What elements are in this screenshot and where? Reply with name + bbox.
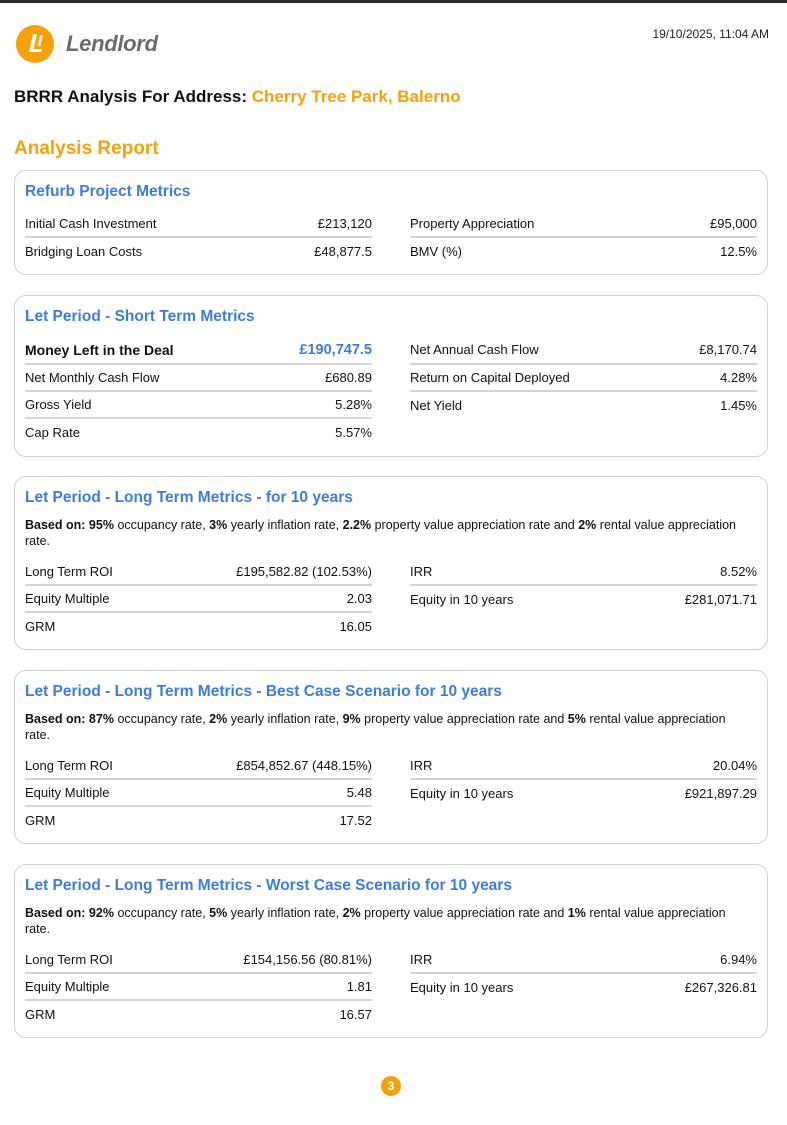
metric-value: 1.81 xyxy=(346,979,372,994)
metric-label: Net Annual Cash Flow xyxy=(410,342,539,357)
metric-label: GRM xyxy=(25,813,56,828)
metric-label: IRR xyxy=(410,758,433,773)
metric-value: 5.48 xyxy=(346,785,372,800)
metric-row xyxy=(410,780,757,807)
metric-value: £190,747.5 xyxy=(299,341,372,358)
metric-value: 2.03 xyxy=(346,591,372,606)
metric-value: 5.28% xyxy=(335,397,372,412)
page-number-badge: 3 xyxy=(381,1076,401,1096)
long-term-metrics-card xyxy=(14,476,768,650)
brand-name: Lendlord xyxy=(66,31,158,56)
metric-label: Bridging Loan Costs xyxy=(25,244,143,259)
section-title: Let Period - Short Term Metrics xyxy=(25,308,255,325)
metric-row xyxy=(25,559,372,586)
left-column xyxy=(25,336,372,446)
worst-case-metrics-card xyxy=(14,864,768,1038)
metric-label: Net Yield xyxy=(410,398,463,413)
refurb-metrics-card xyxy=(14,170,768,275)
metric-label: Long Term ROI xyxy=(25,564,113,579)
right-column xyxy=(410,211,757,265)
right-column xyxy=(410,753,757,834)
section-title: Let Period - Long Term Metrics - Worst Case Scenario for 10 years xyxy=(25,877,512,894)
metric-row xyxy=(410,559,757,586)
metric-label: BMV (%) xyxy=(410,244,462,259)
metric-label: Equity Multiple xyxy=(25,979,110,994)
metric-value: 1.45% xyxy=(720,398,757,413)
metric-value: 12.5% xyxy=(720,244,757,259)
metric-label: Net Monthly Cash Flow xyxy=(25,370,160,385)
metric-value: 4.28% xyxy=(720,370,757,385)
metric-label: Property Appreciation xyxy=(410,216,535,231)
metric-value: £213,120 xyxy=(317,216,372,231)
metric-label: Equity Multiple xyxy=(25,591,110,606)
assumptions-text: Based on: 87% occupancy rate, 2% yearly inflation rate, 9% property value appreciation rate and 5% rental value appreciation rate. xyxy=(25,712,726,742)
short-term-metrics-card xyxy=(14,295,768,457)
left-column xyxy=(25,559,372,640)
metric-value: £680.89 xyxy=(325,370,372,385)
metric-row xyxy=(25,974,372,1001)
metric-row xyxy=(410,586,757,613)
metric-label: IRR xyxy=(410,564,433,579)
address-value: Cherry Tree Park, Balerno xyxy=(251,87,461,106)
metric-value: 16.57 xyxy=(339,1007,372,1022)
section-title: Let Period - Long Term Metrics - for 10 years xyxy=(25,489,353,506)
metric-value: 17.52 xyxy=(339,813,372,828)
metric-label: Long Term ROI xyxy=(25,952,113,967)
metric-row xyxy=(25,613,372,640)
section-title: Let Period - Long Term Metrics - Best Case Scenario for 10 years xyxy=(25,683,502,700)
metric-row xyxy=(25,392,372,419)
section-title: Refurb Project Metrics xyxy=(25,183,191,200)
metric-row xyxy=(410,336,757,365)
metric-row xyxy=(25,947,372,974)
metric-row xyxy=(410,947,757,974)
address-heading xyxy=(14,87,461,107)
right-column xyxy=(410,947,757,1028)
metric-value: £95,000 xyxy=(710,216,757,231)
lendlord-logo-icon xyxy=(16,25,54,63)
metric-label: Gross Yield xyxy=(25,397,92,412)
metric-label: Equity in 10 years xyxy=(410,592,514,607)
metric-value: £8,170.74 xyxy=(699,342,757,357)
metric-row xyxy=(410,238,757,265)
metric-value: £195,582.82 (102.53%) xyxy=(236,564,372,579)
metric-label: IRR xyxy=(410,952,433,967)
metric-row xyxy=(25,238,372,265)
metric-value: £281,071.71 xyxy=(684,592,757,607)
metric-row xyxy=(25,586,372,613)
metric-row xyxy=(25,1001,372,1028)
metric-value: £921,897.29 xyxy=(684,786,757,801)
best-case-metrics-card xyxy=(14,670,768,844)
metric-row xyxy=(25,419,372,446)
left-column xyxy=(25,947,372,1028)
metric-value: 16.05 xyxy=(339,619,372,634)
metric-row xyxy=(25,753,372,780)
metric-row xyxy=(410,211,757,238)
metric-label: Long Term ROI xyxy=(25,758,113,773)
address-label: BRRR Analysis For Address: xyxy=(14,87,248,106)
metric-label: Cap Rate xyxy=(25,425,80,440)
metric-row xyxy=(25,780,372,807)
metric-row xyxy=(410,974,757,1001)
brand-logo xyxy=(16,25,158,63)
metric-value: 8.52% xyxy=(720,564,757,579)
metric-label: Return on Capital Deployed xyxy=(410,370,570,385)
metric-value: 20.04% xyxy=(712,758,757,773)
metric-row xyxy=(25,211,372,238)
metric-row xyxy=(25,365,372,392)
metric-label: Initial Cash Investment xyxy=(25,216,157,231)
metric-label: Equity in 10 years xyxy=(410,980,514,995)
page-header xyxy=(16,25,769,65)
assumptions-text: Based on: 92% occupancy rate, 5% yearly inflation rate, 2% property value appreciation rate and 1% rental value appreciation rate. xyxy=(25,906,726,936)
metric-row-highlight xyxy=(25,336,372,365)
metric-value: £154,156.56 (80.81%) xyxy=(243,952,372,967)
report-timestamp: 19/10/2025, 11:04 AM xyxy=(652,27,769,41)
metric-row xyxy=(410,753,757,780)
report-title: Analysis Report xyxy=(14,138,159,159)
metric-value: 6.94% xyxy=(720,952,757,967)
metric-label: GRM xyxy=(25,619,56,634)
metric-row xyxy=(410,365,757,392)
metric-value: £267,326.81 xyxy=(684,980,757,995)
right-column xyxy=(410,336,757,446)
metric-value: £854,852.67 (448.15%) xyxy=(236,758,372,773)
metric-row xyxy=(25,807,372,834)
right-column xyxy=(410,559,757,640)
assumptions-text: Based on: 95% occupancy rate, 3% yearly inflation rate, 2.2% property value appreciation rate and 2% rental value appreciation rate. xyxy=(25,518,736,548)
metric-label: Equity Multiple xyxy=(25,785,110,800)
left-column xyxy=(25,753,372,834)
metric-value: 5.57% xyxy=(335,425,372,440)
metric-row xyxy=(410,392,757,419)
metric-label: Money Left in the Deal xyxy=(25,341,174,358)
metric-value: £48,877.5 xyxy=(314,244,372,259)
metric-label: GRM xyxy=(25,1007,56,1022)
left-column xyxy=(25,211,372,265)
metric-label: Equity in 10 years xyxy=(410,786,514,801)
